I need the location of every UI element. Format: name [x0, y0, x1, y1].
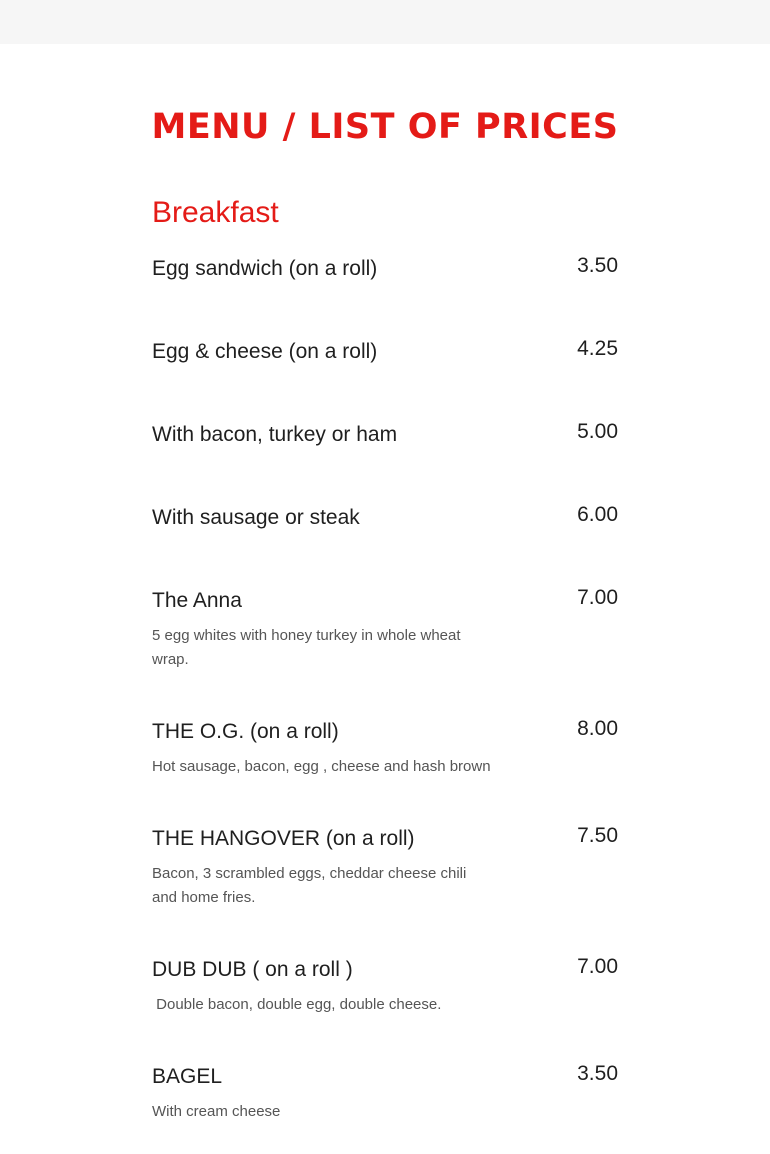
- item-name: Egg sandwich (on a roll): [152, 257, 378, 280]
- item-price: 3.50: [577, 254, 618, 277]
- item-price: 3.50: [577, 1062, 618, 1085]
- item-name: With bacon, turkey or ham: [152, 423, 398, 446]
- item-description: With cream cheese: [152, 1103, 281, 1120]
- section-heading-breakfast: Breakfast: [152, 196, 279, 229]
- item-price: 7.00: [577, 586, 618, 609]
- item-description: 5 egg whites with honey turkey in whole wheat wrap.: [152, 627, 461, 668]
- item-name: With sausage or steak: [152, 506, 360, 529]
- item-name: The Anna: [152, 589, 242, 612]
- item-price: 4.25: [577, 337, 618, 360]
- item-name: THE HANGOVER (on a roll): [152, 827, 415, 850]
- item-name: Egg & cheese (on a roll): [152, 340, 378, 363]
- item-name: DUB DUB ( on a roll ): [152, 958, 353, 981]
- item-price: 8.00: [577, 717, 618, 740]
- item-name: THE O.G. (on a roll): [152, 720, 339, 743]
- top-bar: [0, 0, 770, 44]
- item-name: BAGEL: [152, 1065, 223, 1088]
- item-description: Double bacon, double egg, double cheese.: [152, 996, 442, 1013]
- item-price: 7.00: [577, 955, 618, 978]
- menu-title: MENU / LIST OF PRICES: [151, 107, 619, 147]
- item-price: 5.00: [577, 420, 618, 443]
- item-description: Bacon, 3 scrambled eggs, cheddar cheese chili and home fries.: [152, 865, 467, 906]
- item-price: 7.50: [577, 824, 618, 847]
- item-price: 6.00: [577, 503, 618, 526]
- item-description: Hot sausage, bacon, egg , cheese and hash brown: [152, 758, 491, 775]
